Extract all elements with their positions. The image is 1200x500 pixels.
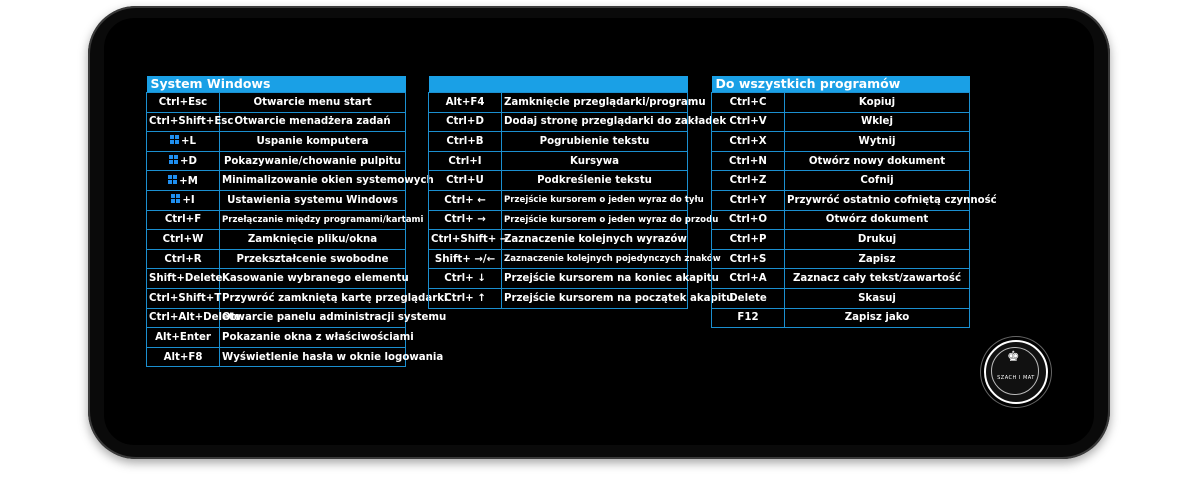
shortcut-row xyxy=(147,347,406,367)
shortcut-row xyxy=(429,210,688,230)
brand-logo xyxy=(984,340,1048,404)
shortcut-description: Przywróć zamkniętą kartę przeglądarki xyxy=(220,288,406,308)
shortcut-row xyxy=(147,171,406,191)
shortcut-key xyxy=(147,308,241,328)
shortcut-key xyxy=(712,132,785,152)
shortcut-key xyxy=(147,230,220,250)
shortcut-key xyxy=(147,288,220,308)
windows-table-title: System Windows xyxy=(147,76,406,93)
shortcut-key xyxy=(429,132,502,152)
shortcut-description: Zaznacz cały tekst/zawartość xyxy=(785,269,970,289)
shortcut-key xyxy=(712,210,785,230)
shortcut-description: Otwórz dokument xyxy=(785,210,970,230)
shortcut-key xyxy=(147,249,220,269)
shortcut-key xyxy=(147,190,220,210)
shortcut-row xyxy=(429,249,688,269)
shortcut-row xyxy=(429,132,688,152)
shortcut-row xyxy=(147,112,406,132)
shortcut-key xyxy=(712,151,785,171)
shortcut-key xyxy=(429,151,502,171)
shortcut-row xyxy=(147,151,406,171)
shortcut-key-text: Ctrl+F xyxy=(164,214,202,226)
shortcut-key-text: Ctrl+W xyxy=(162,233,204,245)
shortcut-row xyxy=(712,151,970,171)
shortcut-key-text: Alt+F4 xyxy=(445,96,485,108)
shortcut-key-text: +M xyxy=(179,175,198,187)
shortcut-row xyxy=(712,288,970,308)
shortcut-key xyxy=(712,269,785,289)
shortcut-description: Dodaj stronę przeglądarki do zakładek xyxy=(502,112,688,132)
shortcut-row xyxy=(712,269,970,289)
shortcut-key-text: Ctrl+Z xyxy=(729,175,767,187)
shortcut-description: Wklej xyxy=(785,112,970,132)
shortcut-key-text: Ctrl+A xyxy=(729,273,767,285)
shortcut-key-text: Ctrl+S xyxy=(729,253,767,265)
shortcut-key xyxy=(147,112,234,132)
shortcut-description: Zaznaczenie kolejnych wyrazów xyxy=(502,230,688,250)
logo-title: SZACH I MAT xyxy=(997,375,1035,381)
shortcut-description: Otwarcie menu start xyxy=(220,93,406,113)
shortcut-row xyxy=(712,132,970,152)
shortcut-description: Cofnij xyxy=(785,171,970,191)
shortcut-key xyxy=(429,249,502,269)
shortcut-key xyxy=(147,171,220,191)
shortcut-key xyxy=(147,132,220,152)
shortcut-row xyxy=(429,230,688,250)
shortcut-row xyxy=(147,132,406,152)
shortcut-key-text: F12 xyxy=(737,312,759,324)
shortcut-description: Przełączanie między programami/kartami xyxy=(220,210,406,230)
shortcut-key-text: Ctrl+R xyxy=(164,253,202,265)
windows-logo-icon xyxy=(171,194,181,204)
shortcut-key-text: Ctrl+Shift+ → xyxy=(431,233,509,245)
shortcut-description: Zapisz jako xyxy=(785,308,970,328)
shortcut-row xyxy=(429,190,688,210)
shortcut-description: Otwórz nowy dokument xyxy=(785,151,970,171)
shortcut-key xyxy=(147,151,220,171)
shortcut-row xyxy=(147,230,406,250)
shortcut-key xyxy=(429,93,502,113)
programs-table-title: Do wszystkich programów xyxy=(712,76,970,93)
shortcut-row xyxy=(712,210,970,230)
shortcut-description: Przekształcenie swobodne xyxy=(220,249,406,269)
shortcut-key xyxy=(429,288,502,308)
shortcut-key-text: Ctrl+P xyxy=(729,233,767,245)
shortcut-row xyxy=(429,151,688,171)
shortcut-key xyxy=(712,93,785,113)
shortcut-description: Zaznaczenie kolejnych pojedynczych znaków xyxy=(502,249,688,269)
shortcut-description: Zamknięcie pliku/okna xyxy=(220,230,406,250)
shortcut-key xyxy=(429,269,502,289)
shortcut-key-text: Ctrl+Alt+Delete xyxy=(149,312,241,324)
shortcut-row xyxy=(147,190,406,210)
shortcut-key-text: Ctrl+Shift+Esc xyxy=(149,116,234,128)
shortcut-key-text: Ctrl+I xyxy=(448,155,482,167)
shortcut-description: Kasowanie wybranego elementu xyxy=(220,269,406,289)
shortcut-row xyxy=(429,269,688,289)
shortcut-description: Zamknięcie przeglądarki/programu xyxy=(502,93,688,113)
shortcut-key xyxy=(147,269,223,289)
shortcut-key xyxy=(429,112,502,132)
shortcut-row xyxy=(712,112,970,132)
shortcut-description: Ustawienia systemu Windows xyxy=(220,190,406,210)
shortcut-key xyxy=(712,249,785,269)
shortcut-key-text: +I xyxy=(182,195,195,207)
windows-logo-icon xyxy=(169,155,179,165)
shortcut-key-text: Alt+F8 xyxy=(163,351,203,363)
shortcut-key-text: Ctrl+ ↓ xyxy=(444,273,486,285)
shortcut-description: Przejście kursorem o jeden wyraz do tyłu xyxy=(502,190,688,210)
shortcut-description: Drukuj xyxy=(785,230,970,250)
shortcut-key-text: Ctrl+Shift+T xyxy=(149,292,222,304)
shortcut-key-text: +L xyxy=(180,136,197,148)
shortcut-description: Przejście kursorem na początek akapitu xyxy=(502,288,688,308)
shortcut-key-text: Ctrl+X xyxy=(729,135,767,147)
shortcut-description: Przywróć ostatnio cofniętą czynność xyxy=(785,190,970,210)
shortcut-row xyxy=(429,288,688,308)
shortcut-key xyxy=(147,93,220,113)
shortcut-row xyxy=(147,328,406,348)
chess-king-icon: ♚ xyxy=(1007,349,1020,365)
shortcut-description: Pokazywanie/chowanie pulpitu xyxy=(220,151,406,171)
shortcut-row xyxy=(147,269,406,289)
shortcut-key xyxy=(712,288,785,308)
shortcut-key xyxy=(429,171,502,191)
windows-shortcuts-table xyxy=(146,76,448,367)
shortcut-key-text: Ctrl+O xyxy=(728,214,768,226)
shortcut-key xyxy=(712,112,785,132)
shortcut-row xyxy=(147,210,406,230)
shortcut-key-text: Ctrl+Y xyxy=(729,194,767,206)
shortcut-description: Kursywa xyxy=(502,151,688,171)
shortcut-row xyxy=(429,112,688,132)
shortcut-row xyxy=(712,93,970,113)
shortcut-key-text: Alt+Enter xyxy=(155,331,211,343)
shortcut-key-text: Ctrl+ ↑ xyxy=(444,292,486,304)
shortcut-description: Przejście kursorem o jeden wyraz do przodu xyxy=(502,210,688,230)
shortcut-key-text: Ctrl+ ← xyxy=(444,194,486,206)
shortcut-key-text: Shift+Delete xyxy=(149,273,223,285)
shortcut-description: Otwarcie menadżera zadań xyxy=(220,112,406,132)
programs-shortcuts-table xyxy=(711,76,997,328)
shortcut-key-text: Ctrl+U xyxy=(446,175,484,187)
shortcut-description: Wytnij xyxy=(785,132,970,152)
shortcut-key-text: Ctrl+D xyxy=(446,116,484,128)
shortcut-key-text: +D xyxy=(180,156,197,168)
browser-table-title xyxy=(429,76,688,93)
shortcut-key xyxy=(712,171,785,191)
shortcut-key xyxy=(712,308,785,328)
shortcut-key-text: Ctrl+N xyxy=(729,155,767,167)
shortcut-key xyxy=(429,210,502,230)
shortcut-description: Otwarcie panelu administracji systemu xyxy=(220,308,406,328)
windows-logo-icon xyxy=(170,135,180,145)
shortcut-description: Przejście kursorem na koniec akapitu xyxy=(502,269,688,289)
shortcut-key xyxy=(429,230,509,250)
shortcut-key xyxy=(712,190,785,210)
shortcut-key-text: Ctrl+Esc xyxy=(158,96,208,108)
shortcut-key-text: Delete xyxy=(729,292,767,304)
shortcut-row xyxy=(429,93,688,113)
shortcut-key-text: Ctrl+C xyxy=(729,96,767,108)
shortcut-row xyxy=(147,93,406,113)
shortcut-description: Minimalizowanie okien systemowych xyxy=(220,171,406,191)
shortcut-key xyxy=(147,210,220,230)
shortcut-row xyxy=(147,308,406,328)
shortcut-row xyxy=(712,230,970,250)
shortcut-description: Zapisz xyxy=(785,249,970,269)
shortcut-description: Kopiuj xyxy=(785,93,970,113)
shortcut-key xyxy=(429,190,502,210)
shortcut-description: Podkreślenie tekstu xyxy=(502,171,688,191)
shortcut-description: Uspanie komputera xyxy=(220,132,406,152)
shortcut-description: Wyświetlenie hasła w oknie logowania xyxy=(220,347,406,367)
shortcut-key-text: Ctrl+B xyxy=(446,135,484,147)
shortcut-description: Pogrubienie tekstu xyxy=(502,132,688,152)
shortcut-key xyxy=(147,347,220,367)
browser-shortcuts-table xyxy=(428,76,734,309)
shortcut-row xyxy=(712,249,970,269)
windows-logo-icon xyxy=(168,175,178,185)
shortcut-row xyxy=(712,190,970,210)
shortcut-description: Pokazanie okna z właściwościami xyxy=(220,328,406,348)
shortcut-key xyxy=(712,230,785,250)
shortcut-row xyxy=(429,171,688,191)
shortcut-row xyxy=(147,288,406,308)
shortcut-description: Skasuj xyxy=(785,288,970,308)
shortcut-row xyxy=(712,308,970,328)
shortcut-row xyxy=(712,171,970,191)
shortcut-key xyxy=(147,328,220,348)
shortcut-row xyxy=(147,249,406,269)
shortcut-key-text: Ctrl+V xyxy=(729,116,767,128)
shortcut-key-text: Shift+ →/← xyxy=(434,253,496,265)
shortcut-key-text: Ctrl+ → xyxy=(444,214,486,226)
